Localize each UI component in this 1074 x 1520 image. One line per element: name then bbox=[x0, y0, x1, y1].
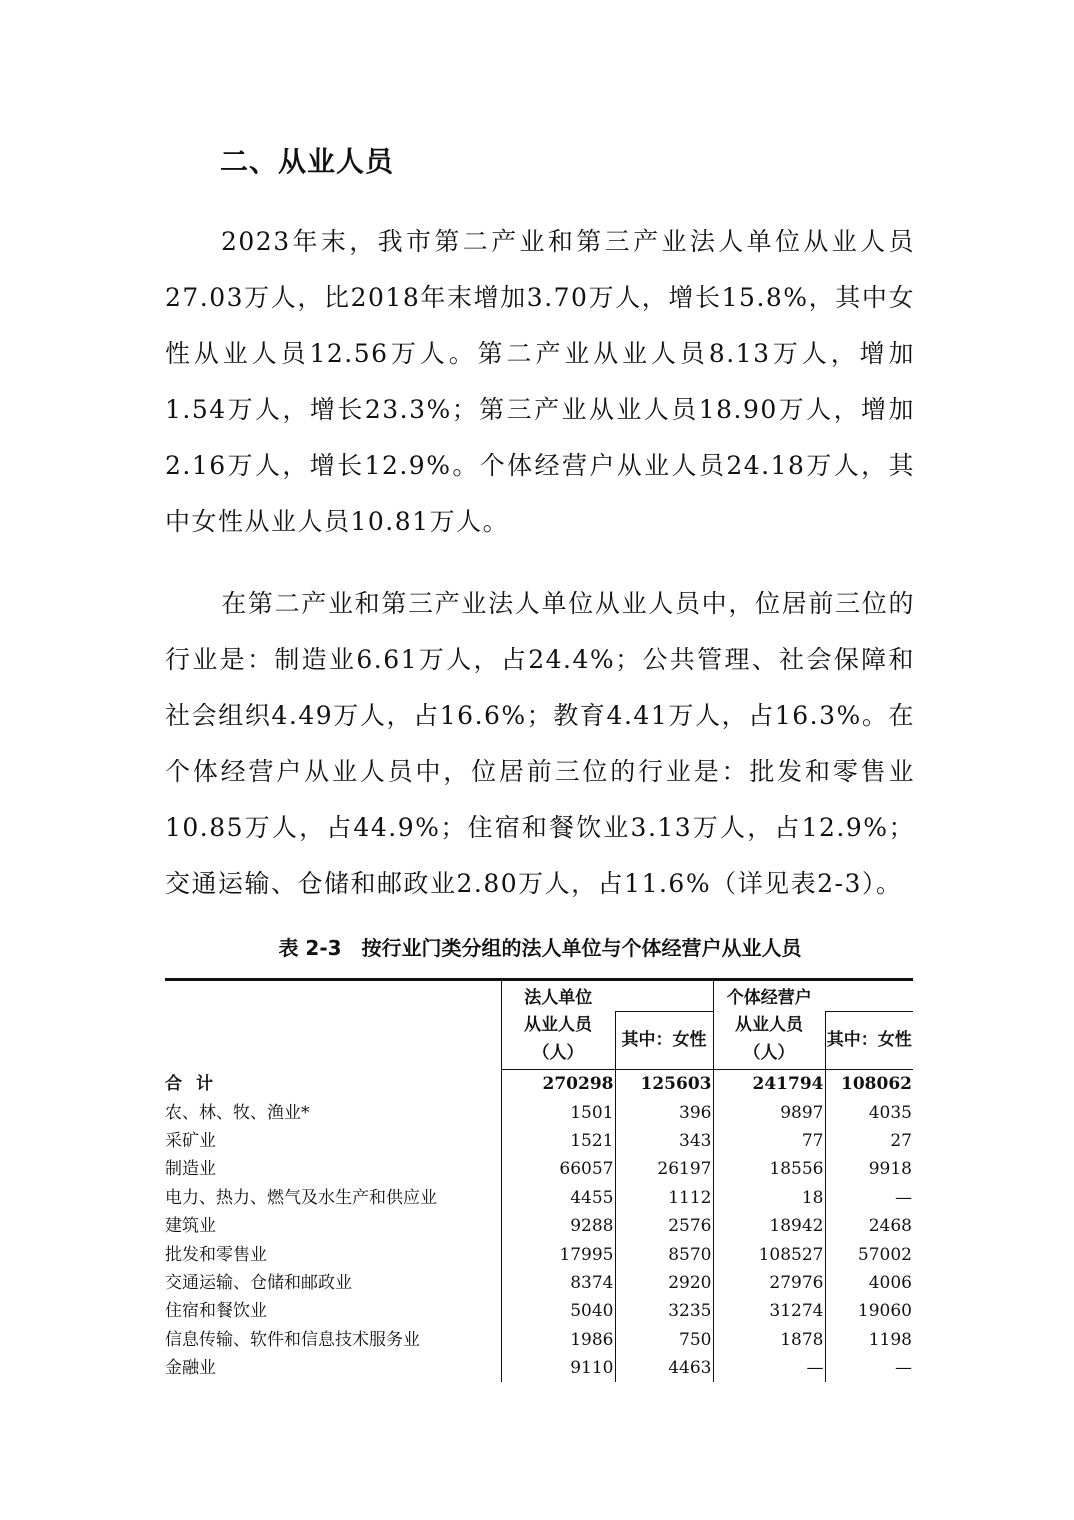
employment-table bbox=[165, 978, 913, 1382]
cell-legal-female: 4463 bbox=[615, 1354, 713, 1382]
table-row bbox=[165, 1240, 913, 1268]
row-category: 信息传输、软件和信息技术服务业 bbox=[165, 1329, 420, 1350]
cell-legal-female: 125603 bbox=[615, 1070, 713, 1099]
cell-legal-female: 343 bbox=[615, 1127, 713, 1155]
paragraph-2-text: 在第二产业和第三产业法人单位从业人员中，位居前三位的行业是：制造业6.61万人，占24.4%；公共管理、社会保障和社会组织4.49万人，占16.6%；教育4.41万人，占16.3%。在个体经营户从业人员中，位居前三位的行业是：批发和零售业10.85万人，占44.9%；住宿和餐饮业3.13万人，占12.9%；交通运输、仓储和邮政业2.80万人，占11.6%（详见表2-3）。 bbox=[165, 589, 915, 898]
cell-indiv-staff: 18 bbox=[713, 1184, 825, 1212]
cell-indiv-staff: 241794 bbox=[713, 1070, 825, 1099]
header-group-legal: 法人单位 bbox=[501, 980, 615, 1012]
cell-indiv-female: 19060 bbox=[825, 1297, 913, 1325]
row-category: 住宿和餐饮业 bbox=[165, 1301, 267, 1322]
cell-indiv-female: 4006 bbox=[825, 1269, 913, 1297]
cell-legal-female: 396 bbox=[615, 1098, 713, 1126]
table-row bbox=[165, 1354, 913, 1382]
table-row bbox=[165, 1098, 913, 1126]
row-category: 制造业 bbox=[165, 1159, 216, 1180]
header-group-individual: 个体经营户 bbox=[713, 980, 825, 1012]
cell-indiv-staff: 27976 bbox=[713, 1269, 825, 1297]
cell-legal-staff: 66057 bbox=[501, 1155, 615, 1183]
cell-indiv-female: 1198 bbox=[825, 1326, 913, 1354]
row-category: 合计 bbox=[165, 1073, 227, 1094]
cell-legal-female: 1112 bbox=[615, 1184, 713, 1212]
row-category: 电力、热力、燃气及水生产和供应业 bbox=[165, 1187, 437, 1208]
paragraph-1-text: 2023年末，我市第二产业和第三产业法人单位从业人员27.03万人，比2018年末增加3.70万人，增长15.8%，其中女性从业人员12.56万人。第二产业从业人员8.13万人，增加1.54万人，增长23.3%；第三产业从业人员18.90万人，增加2.16万人，增长12.9%。个体经营户从业人员24.18万人，其中女性从业人员10.81万人。 bbox=[165, 227, 915, 536]
cell-indiv-female: 57002 bbox=[825, 1240, 913, 1268]
paragraph-2 bbox=[165, 576, 915, 912]
cell-legal-female: 750 bbox=[615, 1326, 713, 1354]
cell-indiv-staff: 18556 bbox=[713, 1155, 825, 1183]
cell-indiv-female: 27 bbox=[825, 1127, 913, 1155]
cell-legal-staff: 1501 bbox=[501, 1098, 615, 1126]
cell-indiv-staff: 1878 bbox=[713, 1326, 825, 1354]
cell-legal-staff: 8374 bbox=[501, 1269, 615, 1297]
table-row bbox=[165, 1212, 913, 1240]
cell-indiv-female: 9918 bbox=[825, 1155, 913, 1183]
cell-legal-female: 2920 bbox=[615, 1269, 713, 1297]
table-row bbox=[165, 1184, 913, 1212]
cell-legal-staff: 9110 bbox=[501, 1354, 615, 1382]
row-category: 批发和零售业 bbox=[165, 1244, 267, 1265]
cell-indiv-female: 2468 bbox=[825, 1212, 913, 1240]
paragraph-1 bbox=[165, 214, 915, 550]
cell-legal-staff: 4455 bbox=[501, 1184, 615, 1212]
cell-legal-female: 8570 bbox=[615, 1240, 713, 1268]
row-category: 金融业 bbox=[165, 1358, 216, 1379]
section-heading: 二、从业人员 bbox=[220, 145, 395, 178]
row-category: 农、林、牧、渔业* bbox=[165, 1102, 310, 1123]
table-row bbox=[165, 1269, 913, 1297]
table-caption-number: 表 2-3 bbox=[278, 936, 342, 960]
table-row bbox=[165, 1155, 913, 1183]
header-category bbox=[165, 980, 501, 1070]
header-indiv-female: 其中：女性 bbox=[825, 1011, 913, 1070]
cell-indiv-staff: 77 bbox=[713, 1127, 825, 1155]
cell-indiv-staff: 9897 bbox=[713, 1098, 825, 1126]
cell-indiv-staff: 18942 bbox=[713, 1212, 825, 1240]
cell-legal-staff: 5040 bbox=[501, 1297, 615, 1325]
header-legal-female: 其中：女性 bbox=[615, 1011, 713, 1070]
table-row bbox=[165, 1326, 913, 1354]
cell-legal-staff: 1986 bbox=[501, 1326, 615, 1354]
cell-indiv-female: — bbox=[825, 1354, 913, 1382]
cell-legal-staff: 1521 bbox=[501, 1127, 615, 1155]
table-body bbox=[165, 1070, 913, 1383]
cell-legal-staff: 270298 bbox=[501, 1070, 615, 1099]
cell-legal-female: 26197 bbox=[615, 1155, 713, 1183]
cell-legal-female: 2576 bbox=[615, 1212, 713, 1240]
row-category: 采矿业 bbox=[165, 1130, 216, 1151]
row-category: 交通运输、仓储和邮政业 bbox=[165, 1272, 352, 1293]
cell-legal-staff: 17995 bbox=[501, 1240, 615, 1268]
table-row bbox=[165, 1127, 913, 1155]
cell-indiv-female: 108062 bbox=[825, 1070, 913, 1099]
cell-indiv-staff: — bbox=[713, 1354, 825, 1382]
cell-indiv-staff: 108527 bbox=[713, 1240, 825, 1268]
header-indiv-staff: 从业人员 （人） bbox=[713, 1011, 825, 1070]
cell-indiv-female: 4035 bbox=[825, 1098, 913, 1126]
row-category: 建筑业 bbox=[165, 1216, 216, 1237]
cell-legal-staff: 9288 bbox=[501, 1212, 615, 1240]
table-row bbox=[165, 1070, 913, 1099]
cell-indiv-female: — bbox=[825, 1184, 913, 1212]
header-legal-staff: 从业人员 （人） bbox=[501, 1011, 615, 1070]
table-caption bbox=[165, 932, 915, 961]
table-row bbox=[165, 1297, 913, 1325]
cell-indiv-staff: 31274 bbox=[713, 1297, 825, 1325]
cell-legal-female: 3235 bbox=[615, 1297, 713, 1325]
table-caption-title: 按行业门类分组的法人单位与个体经营户从业人员 bbox=[361, 936, 802, 960]
